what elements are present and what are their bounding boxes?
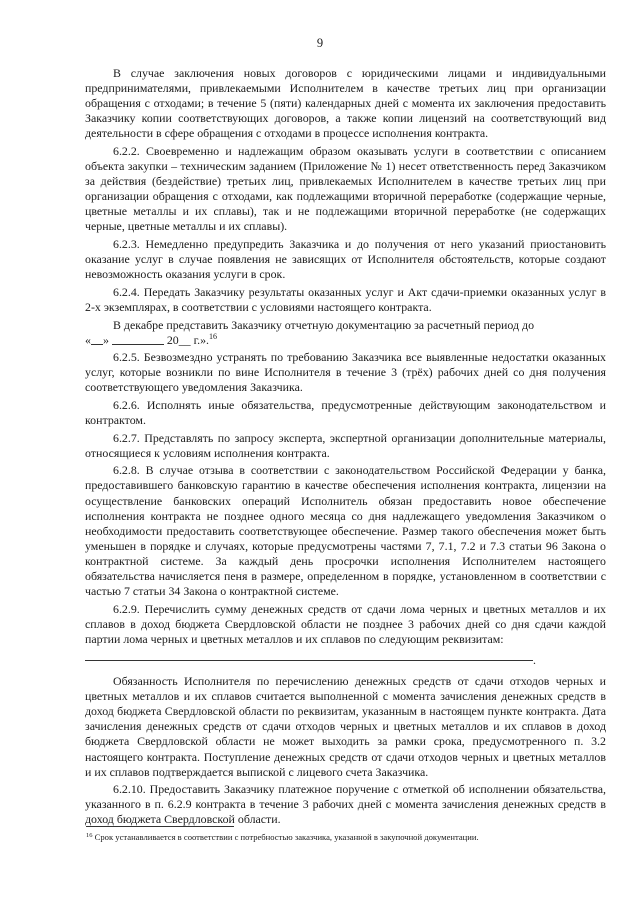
paragraph-obligation: Обязанность Исполнителя по перечислению денежных средств от сдачи отходов черных и цветных металлов и их сплавов считается выполненной с момента зачисления денежных средств в доход бюджета Свердловской области по реквизитам, указанным в настоящем пункте контракта. Дата зачисления денежных средств от сдачи отходов черных и цветных металлов и их сплавов в доход бюджета Свердловской области не может выходить за рамки срока, предусмотренного п. 3.2 настоящего контракта. Поступление денежных средств от сдачи отходов черных и цветных металлов и их сплавов подтверждается выпиской с лицевого счета Заказчика. (85, 674, 606, 779)
paragraph-new-contracts: В случае заключения новых договоров с юридическими лицами и индивидуальными предпринимателями, привлекаемыми Исполнителем в качестве третьих лиц при организации обращения с отходами; в течение 5 (пяти) календарных дней с момента их заключения предоставить Заказчику копии соответствующих договоров, а также копии лицензий на соответствующий вид деятельности в сфере обращения с отходами в процессе исполнения контракта. (85, 66, 606, 141)
footnote-separator (86, 826, 234, 827)
date-quote-open: « (85, 332, 91, 347)
paragraph-6-2-2: 6.2.2. Своевременно и надлежащим образом оказывать услуги в соответствии с описанием объекта закупки – техническим заданием (Приложение № 1) несет ответственность перед Заказчиком за действия (бездействие) третьих лиц, привлекаемых Исполнителем в качестве третьих лиц при организации обращения с отходами, как подлежащими вторичной переработке (содержащие черные, цветные металлы и их сплавы), так и не подлежащими вторичной переработке (не содержащих черные, цветные металлы и их сплавы). (85, 143, 606, 234)
paragraph-6-2-5: 6.2.5. Безвозмездно устранять по требованию Заказчика все выявленные недостатки оказанных услуг, которые возникли по вине Исполнителя в течение 3 (трёх) рабочих дней со дня получения соответствующего уведомления Заказчика. (85, 350, 606, 395)
date-quote-mid: » (102, 332, 112, 347)
requisites-rule (85, 660, 533, 661)
december-report-text: В декабре представить Заказчику отчетную документацию за расчетный период до (113, 317, 535, 332)
paragraph-6-2-9: 6.2.9. Перечислить сумму денежных средств от сдачи лома черных и цветных металлов и их сплавов в доход бюджета Свердловской области не позднее 3 рабочих дней со дня сдачи каждой партии лома черных и цветных металлов и их сплавов по следующим реквизитам: (85, 601, 606, 646)
day-blank (91, 334, 103, 345)
footnote-ref-16: 16 (209, 331, 218, 341)
month-blank (112, 334, 164, 345)
paragraph-6-2-3: 6.2.3. Немедленно предупредить Заказчика и до получения от него указаний приостановить оказание услуг в случае появления не зависящих от Исполнителя обстоятельств, которые создают невозможность оказания услуги в срок. (85, 237, 606, 282)
paragraph-6-2-7: 6.2.7. Представлять по запросу эксперта, экспертной организации дополнительные материалы, относящиеся к условиям исполнения контракта. (85, 430, 606, 460)
footnote-text: Срок устанавливается в соответствии с потребностью заказчика, указанной в закупочной документации. (92, 832, 479, 842)
footnote-marker: 16 (86, 832, 93, 839)
paragraph-december-report (85, 318, 606, 348)
date-year: 20__ г.». (163, 332, 210, 347)
paragraph-6-2-8: 6.2.8. В случае отзыва в соответствии с законодательством Российской Федерации у банка, предоставившего банковскую гарантию в качестве обеспечения исполнения контракта, лицензии на осуществление банковских операций Исполнитель обязан предоставить новое обеспечение исполнения контракта не позднее одного месяца со дня надлежащего уведомления Заказчиком о необходимости предоставить соответствующее обеспечение. Размер такого обеспечения может быть уменьшен в порядке и случаях, которые предусмотрены частями 7, 7.1, 7.2 и 7.3 статьи 96 Закона о контрактной системе. За каждый день просрочки исполнения Исполнителем настоящего обязательства начисляется пеня в размере, определенном в порядке, установленном в соответствии с частью 7 статьи 34 Закона о контрактной системе. (85, 463, 606, 599)
paragraph-6-2-6: 6.2.6. Исполнять иные обязательства, предусмотренные действующим законодательством и контрактом. (85, 397, 606, 428)
document-body (85, 66, 606, 830)
footnote-16 (86, 832, 606, 843)
page-number: 9 (316, 36, 324, 50)
paragraph-6-2-10: 6.2.10. Предоставить Заказчику платежное поручение с отметкой об исполнении обязательства, указанного в п. 6.2.9 контракта в течение 3 рабочих дней с момента зачисления денежных средств в доход бюджета Свердловской области. (85, 782, 606, 827)
requisites-rule-end: . (533, 652, 536, 667)
requisites-blank-line (85, 653, 606, 668)
paragraph-6-2-4: 6.2.4. Передать Заказчику результаты оказанных услуг и Акт сдачи-приемки оказанных услуг в 2-х экземплярах, в соответствии с условиями настоящего контракта. (85, 284, 606, 314)
